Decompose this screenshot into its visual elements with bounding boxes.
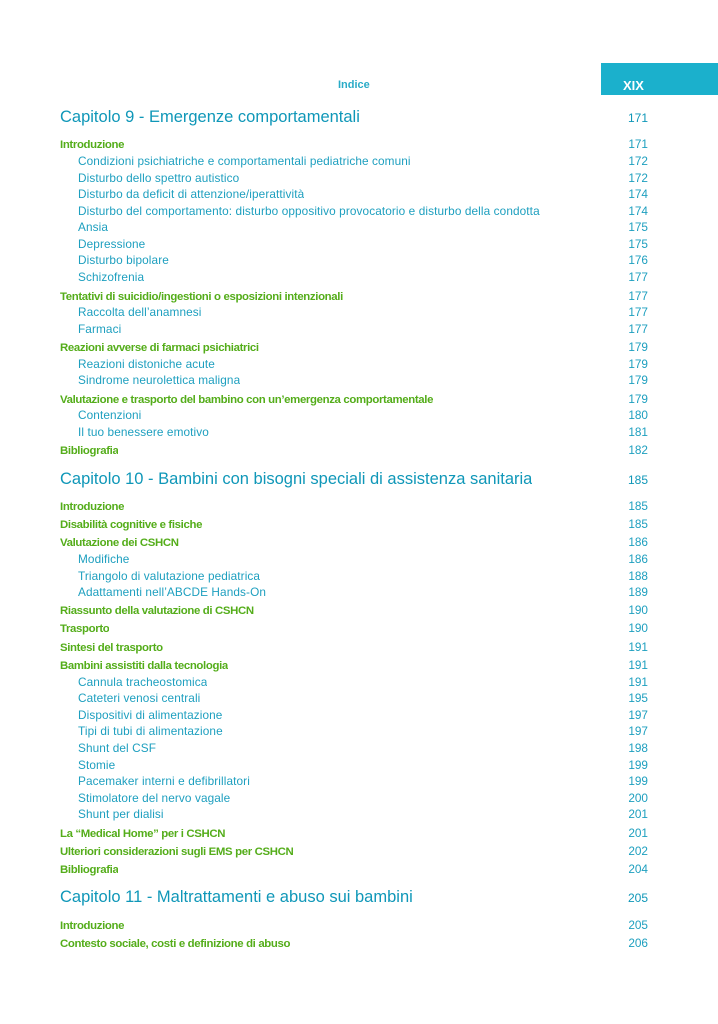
running-head-title: Indice — [338, 79, 370, 91]
entry-page: 198 — [628, 741, 648, 755]
entry-title: Stimolatore del nervo vagale — [78, 791, 231, 805]
entry-page: 197 — [628, 708, 648, 722]
entry-title: Reazioni distoniche acute — [78, 357, 215, 371]
toc-subsection-entry[interactable] — [78, 305, 648, 319]
entry-title: Reazioni avverse di farmaci psichiatrici — [60, 342, 259, 354]
toc-section-entry[interactable] — [60, 535, 648, 549]
toc-subsection-entry[interactable] — [78, 691, 648, 705]
entry-title: Il tuo benessere emotivo — [78, 425, 209, 439]
toc-section-entry[interactable] — [60, 844, 648, 858]
entry-title: Introduzione — [60, 920, 125, 932]
entry-title: Trasporto — [60, 623, 110, 635]
chapter-page: 185 — [627, 473, 648, 487]
entry-title: Shunt per dialisi — [78, 807, 164, 821]
entry-page: 199 — [628, 758, 648, 772]
page-number-tab — [601, 63, 718, 95]
chapter-title: Capitolo 10 - Bambini con bisogni speciali di assistenza sanitaria — [60, 470, 533, 488]
toc-subsection-entry[interactable] — [78, 373, 648, 387]
entry-title: Condizioni psichiatriche e comportamentali pediatriche comuni — [78, 154, 411, 168]
entry-title: Bibliografia — [60, 445, 119, 457]
entry-title: Schizofrenia — [78, 270, 145, 284]
entry-title: Disabilità cognitive e fisiche — [60, 519, 203, 531]
toc-subsection-entry[interactable] — [78, 253, 648, 267]
toc-subsection-entry[interactable] — [78, 187, 648, 201]
entry-title: Modifiche — [78, 552, 130, 566]
entry-page: 180 — [628, 408, 648, 422]
entry-page: 190 — [628, 603, 648, 617]
entry-title: Sindrome neurolettica maligna — [78, 373, 241, 387]
entry-page: 179 — [628, 357, 648, 371]
toc-section-entry[interactable] — [60, 640, 648, 654]
toc-section-entry[interactable] — [60, 621, 648, 635]
toc-subsection-entry[interactable] — [78, 774, 648, 788]
entry-page: 177 — [628, 289, 648, 303]
entry-page: 185 — [628, 517, 648, 531]
toc-section-entry[interactable] — [60, 392, 648, 406]
entry-title: Stomie — [78, 758, 116, 772]
entry-page: 174 — [628, 187, 648, 201]
toc-subsection-entry[interactable] — [78, 552, 648, 566]
toc-section-entry[interactable] — [60, 499, 648, 513]
entry-title: Valutazione e trasporto del bambino con un’emergenza comportamentale — [60, 394, 434, 406]
entry-page: 179 — [628, 392, 648, 406]
entry-title: Bambini assistiti dalla tecnologia — [60, 660, 228, 672]
toc-subsection-entry[interactable] — [78, 220, 648, 234]
entry-title: La “Medical Home” per i CSHCN — [60, 828, 226, 840]
entry-title: Raccolta dell’anamnesi — [78, 305, 202, 319]
entry-page: 189 — [628, 585, 648, 599]
entry-title: Introduzione — [60, 501, 125, 513]
entry-page: 206 — [628, 936, 648, 950]
entry-page: 201 — [628, 826, 648, 840]
entry-title: Dispositivi di alimentazione — [78, 708, 223, 722]
entry-page: 199 — [628, 774, 648, 788]
entry-page: 200 — [628, 791, 648, 805]
toc-section-entry[interactable] — [60, 137, 648, 151]
toc-subsection-entry[interactable] — [78, 708, 648, 722]
entry-title: Contenzioni — [78, 408, 142, 422]
entry-page: 186 — [628, 535, 648, 549]
chapter-page: 205 — [627, 891, 648, 905]
entry-page: 191 — [628, 658, 648, 672]
page-number: XIX — [623, 78, 644, 93]
entry-title: Cateteri venosi centrali — [78, 691, 201, 705]
entry-title: Shunt del CSF — [78, 741, 157, 755]
toc-subsection-entry[interactable] — [78, 724, 648, 738]
entry-page: 186 — [628, 552, 648, 566]
entry-title: Cannula tracheostomica — [78, 675, 208, 689]
toc-section-entry[interactable] — [60, 443, 648, 457]
entry-title: Bibliografia — [60, 864, 119, 876]
chapter-title: Capitolo 11 - Maltrattamenti e abuso sui bambini — [60, 888, 413, 906]
entry-page: 175 — [628, 220, 648, 234]
chapter-title: Capitolo 9 - Emergenze comportamentali — [60, 108, 360, 126]
toc-subsection-entry[interactable] — [78, 425, 648, 439]
entry-page: 204 — [628, 862, 648, 876]
entry-title: Tentativi di suicidio/ingestioni o esposizioni intenzionali — [60, 291, 343, 303]
entry-title: Pacemaker interni e defibrillatori — [78, 774, 250, 788]
entry-title: Adattamenti nell’ABCDE Hands-On — [78, 585, 267, 599]
entry-page: 191 — [628, 675, 648, 689]
toc-subsection-entry[interactable] — [78, 237, 648, 251]
toc-section-entry[interactable] — [60, 289, 648, 303]
entry-title: Farmaci — [78, 322, 122, 336]
entry-title: Contesto sociale, costi e definizione di abuso — [60, 938, 291, 950]
entry-page: 201 — [628, 807, 648, 821]
toc-section-entry[interactable] — [60, 340, 648, 354]
entry-title: Depressione — [78, 237, 146, 251]
toc-subsection-entry[interactable] — [78, 741, 648, 755]
toc-subsection-entry[interactable] — [78, 357, 648, 371]
toc-subsection-entry[interactable] — [78, 791, 648, 805]
toc-subsection-entry[interactable] — [78, 758, 648, 772]
entry-page: 185 — [628, 499, 648, 513]
toc-section-entry[interactable] — [60, 658, 648, 672]
entry-page: 188 — [628, 569, 648, 583]
entry-title: Disturbo da deficit di attenzione/iperattività — [78, 187, 305, 201]
toc-subsection-entry[interactable] — [78, 322, 648, 336]
entry-page: 176 — [628, 253, 648, 267]
toc-section-entry[interactable] — [60, 862, 648, 876]
toc-section-entry[interactable] — [60, 826, 648, 840]
entry-page: 172 — [628, 154, 648, 168]
entry-title: Ulteriori considerazioni sugli EMS per CSHCN — [60, 846, 294, 858]
entry-title: Triangolo di valutazione pediatrica — [78, 569, 261, 583]
entry-page: 205 — [628, 918, 648, 932]
toc-subsection-entry[interactable] — [78, 675, 648, 689]
entry-page: 179 — [628, 340, 648, 354]
toc-chapter-11[interactable] — [60, 888, 648, 907]
entry-page: 181 — [628, 425, 648, 439]
entry-page: 177 — [628, 322, 648, 336]
toc-subsection-entry[interactable] — [78, 408, 648, 422]
entry-title: Riassunto della valutazione di CSHCN — [60, 605, 254, 617]
entry-page: 177 — [628, 270, 648, 284]
toc-section-entry[interactable] — [60, 517, 648, 531]
toc-chapter-9[interactable] — [60, 108, 648, 127]
toc-subsection-entry[interactable] — [78, 204, 648, 218]
entry-page: 182 — [628, 443, 648, 457]
entry-title: Sintesi del trasporto — [60, 642, 163, 654]
toc-subsection-entry[interactable] — [78, 154, 648, 168]
entry-title: Ansia — [78, 220, 109, 234]
toc-chapter-10[interactable] — [60, 470, 648, 489]
toc-section-entry[interactable] — [60, 918, 648, 932]
entry-title: Disturbo dello spettro autistico — [78, 171, 240, 185]
entry-page: 172 — [628, 171, 648, 185]
entry-page: 171 — [628, 137, 648, 151]
entry-page: 177 — [628, 305, 648, 319]
toc-subsection-entry[interactable] — [78, 807, 648, 821]
entry-page: 197 — [628, 724, 648, 738]
entry-title: Introduzione — [60, 139, 125, 151]
toc-section-entry[interactable] — [60, 603, 648, 617]
toc-subsection-entry[interactable] — [78, 569, 648, 583]
entry-title: Disturbo del comportamento: disturbo oppositivo provocatorio e disturbo della condotta — [78, 204, 540, 218]
entry-title: Valutazione dei CSHCN — [60, 537, 179, 549]
entry-page: 174 — [628, 204, 648, 218]
entry-page: 190 — [628, 621, 648, 635]
toc-subsection-entry[interactable] — [78, 270, 648, 284]
entry-title: Disturbo bipolare — [78, 253, 169, 267]
entry-page: 179 — [628, 373, 648, 387]
entry-page: 191 — [628, 640, 648, 654]
entry-page: 202 — [628, 844, 648, 858]
chapter-page: 171 — [627, 111, 648, 125]
entry-page: 195 — [628, 691, 648, 705]
toc-subsection-entry[interactable] — [78, 171, 648, 185]
entry-title: Tipi di tubi di alimentazione — [78, 724, 223, 738]
toc-section-entry[interactable] — [60, 936, 648, 950]
entry-page: 175 — [628, 237, 648, 251]
toc-subsection-entry[interactable] — [78, 585, 648, 599]
